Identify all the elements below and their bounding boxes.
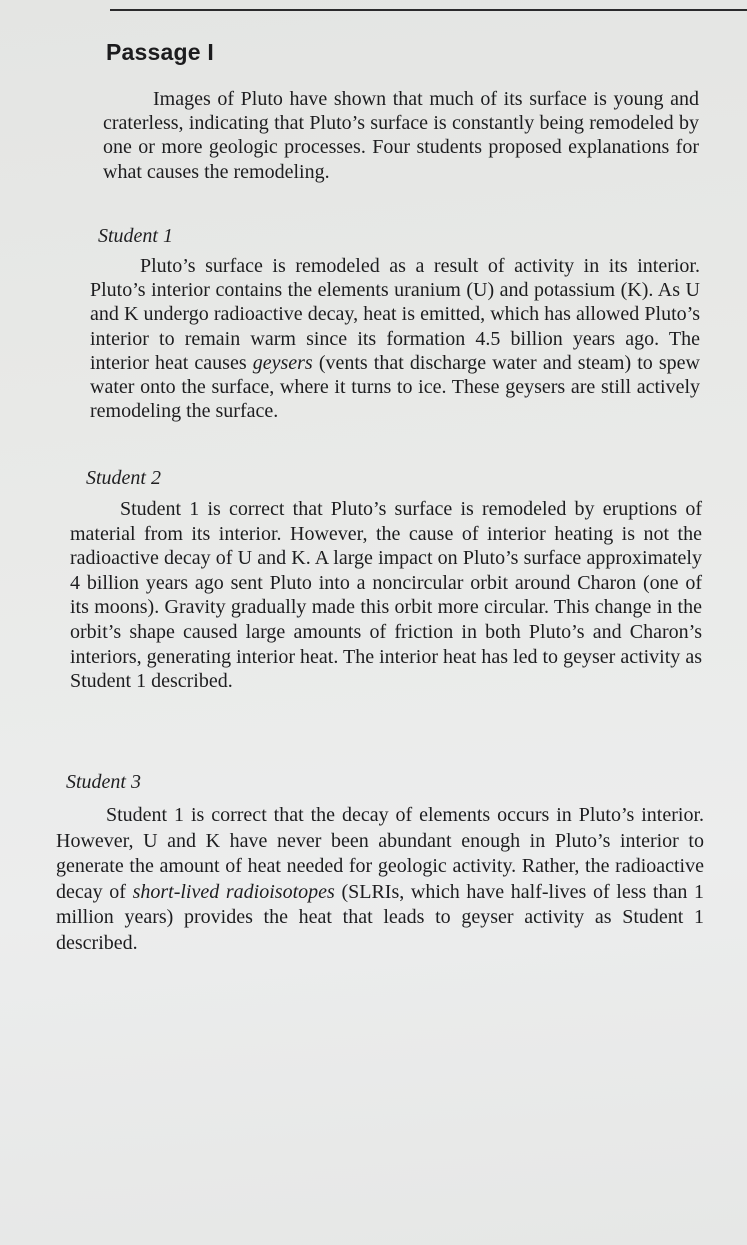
student-2-text: Student 1 is correct that Pluto’s surface is remodeled by eruptions of material from its interior. However, the cause of interior heating is not the radioactive decay of U and K. A large impact on Pluto’s surface approximately 4 billion years ago sent Pluto into a noncircular orbit around Charon (one of its moons). Gravity gradually made this orbit more circular. This change in the orbit’s shape caused large amounts of friction in both Pluto’s and Charon’s interiors, generating interior heat. The interior heat has led to geyser activity as Student 1 described. (70, 498, 702, 693)
intro-paragraph (103, 87, 699, 184)
passage-title: Passage I (106, 39, 214, 65)
student-1-text-b: (vents that discharge water and steam) to spew water onto the surface, where it turns to ice. These geysers are still actively remodeling the surface. (90, 351, 700, 423)
student-3-paragraph (56, 803, 704, 957)
student-1-term: geysers (252, 351, 313, 374)
student-1-text (90, 254, 700, 423)
top-rule (110, 9, 747, 11)
student-3-heading: Student 3 (66, 771, 141, 793)
student-2-paragraph (70, 497, 702, 694)
student-1-text-a: Pluto’s surface is remodeled as a result of activity in its interior. Pluto’s interior contains the elements uranium (U) and potassium (K). As U and K undergo radioactive decay, heat is emitted, which has allowed Pluto’s interior to remain warm since its formation 4.5 billion years ago. The interior heat causes (90, 255, 700, 374)
student-3-text (56, 803, 704, 957)
intro-text: Images of Pluto have shown that much of its surface is young and craterless, indicating that Pluto’s surface is constantly being remodeled by one or more geologic processes. Four students proposed explanations for what causes the remodeling. (103, 88, 699, 183)
student-1-heading: Student 1 (98, 225, 173, 247)
student-3-text-b: (SLRIs, which have half-lives of less than 1 million years) provides the heat that leads to geyser activity as Student 1 described. (56, 880, 705, 954)
student-3-term: short-lived radioisotopes (132, 880, 335, 903)
student-3-text-a: Student 1 is correct that the decay of elements occurs in Pluto’s interior. However, U and K have never been abundant enough in Pluto’s interior to generate the amount of heat needed for geologic activity. Rather, the radioactive decay of (56, 804, 704, 903)
student-1-paragraph (90, 254, 700, 423)
student-2-heading: Student 2 (86, 467, 161, 489)
